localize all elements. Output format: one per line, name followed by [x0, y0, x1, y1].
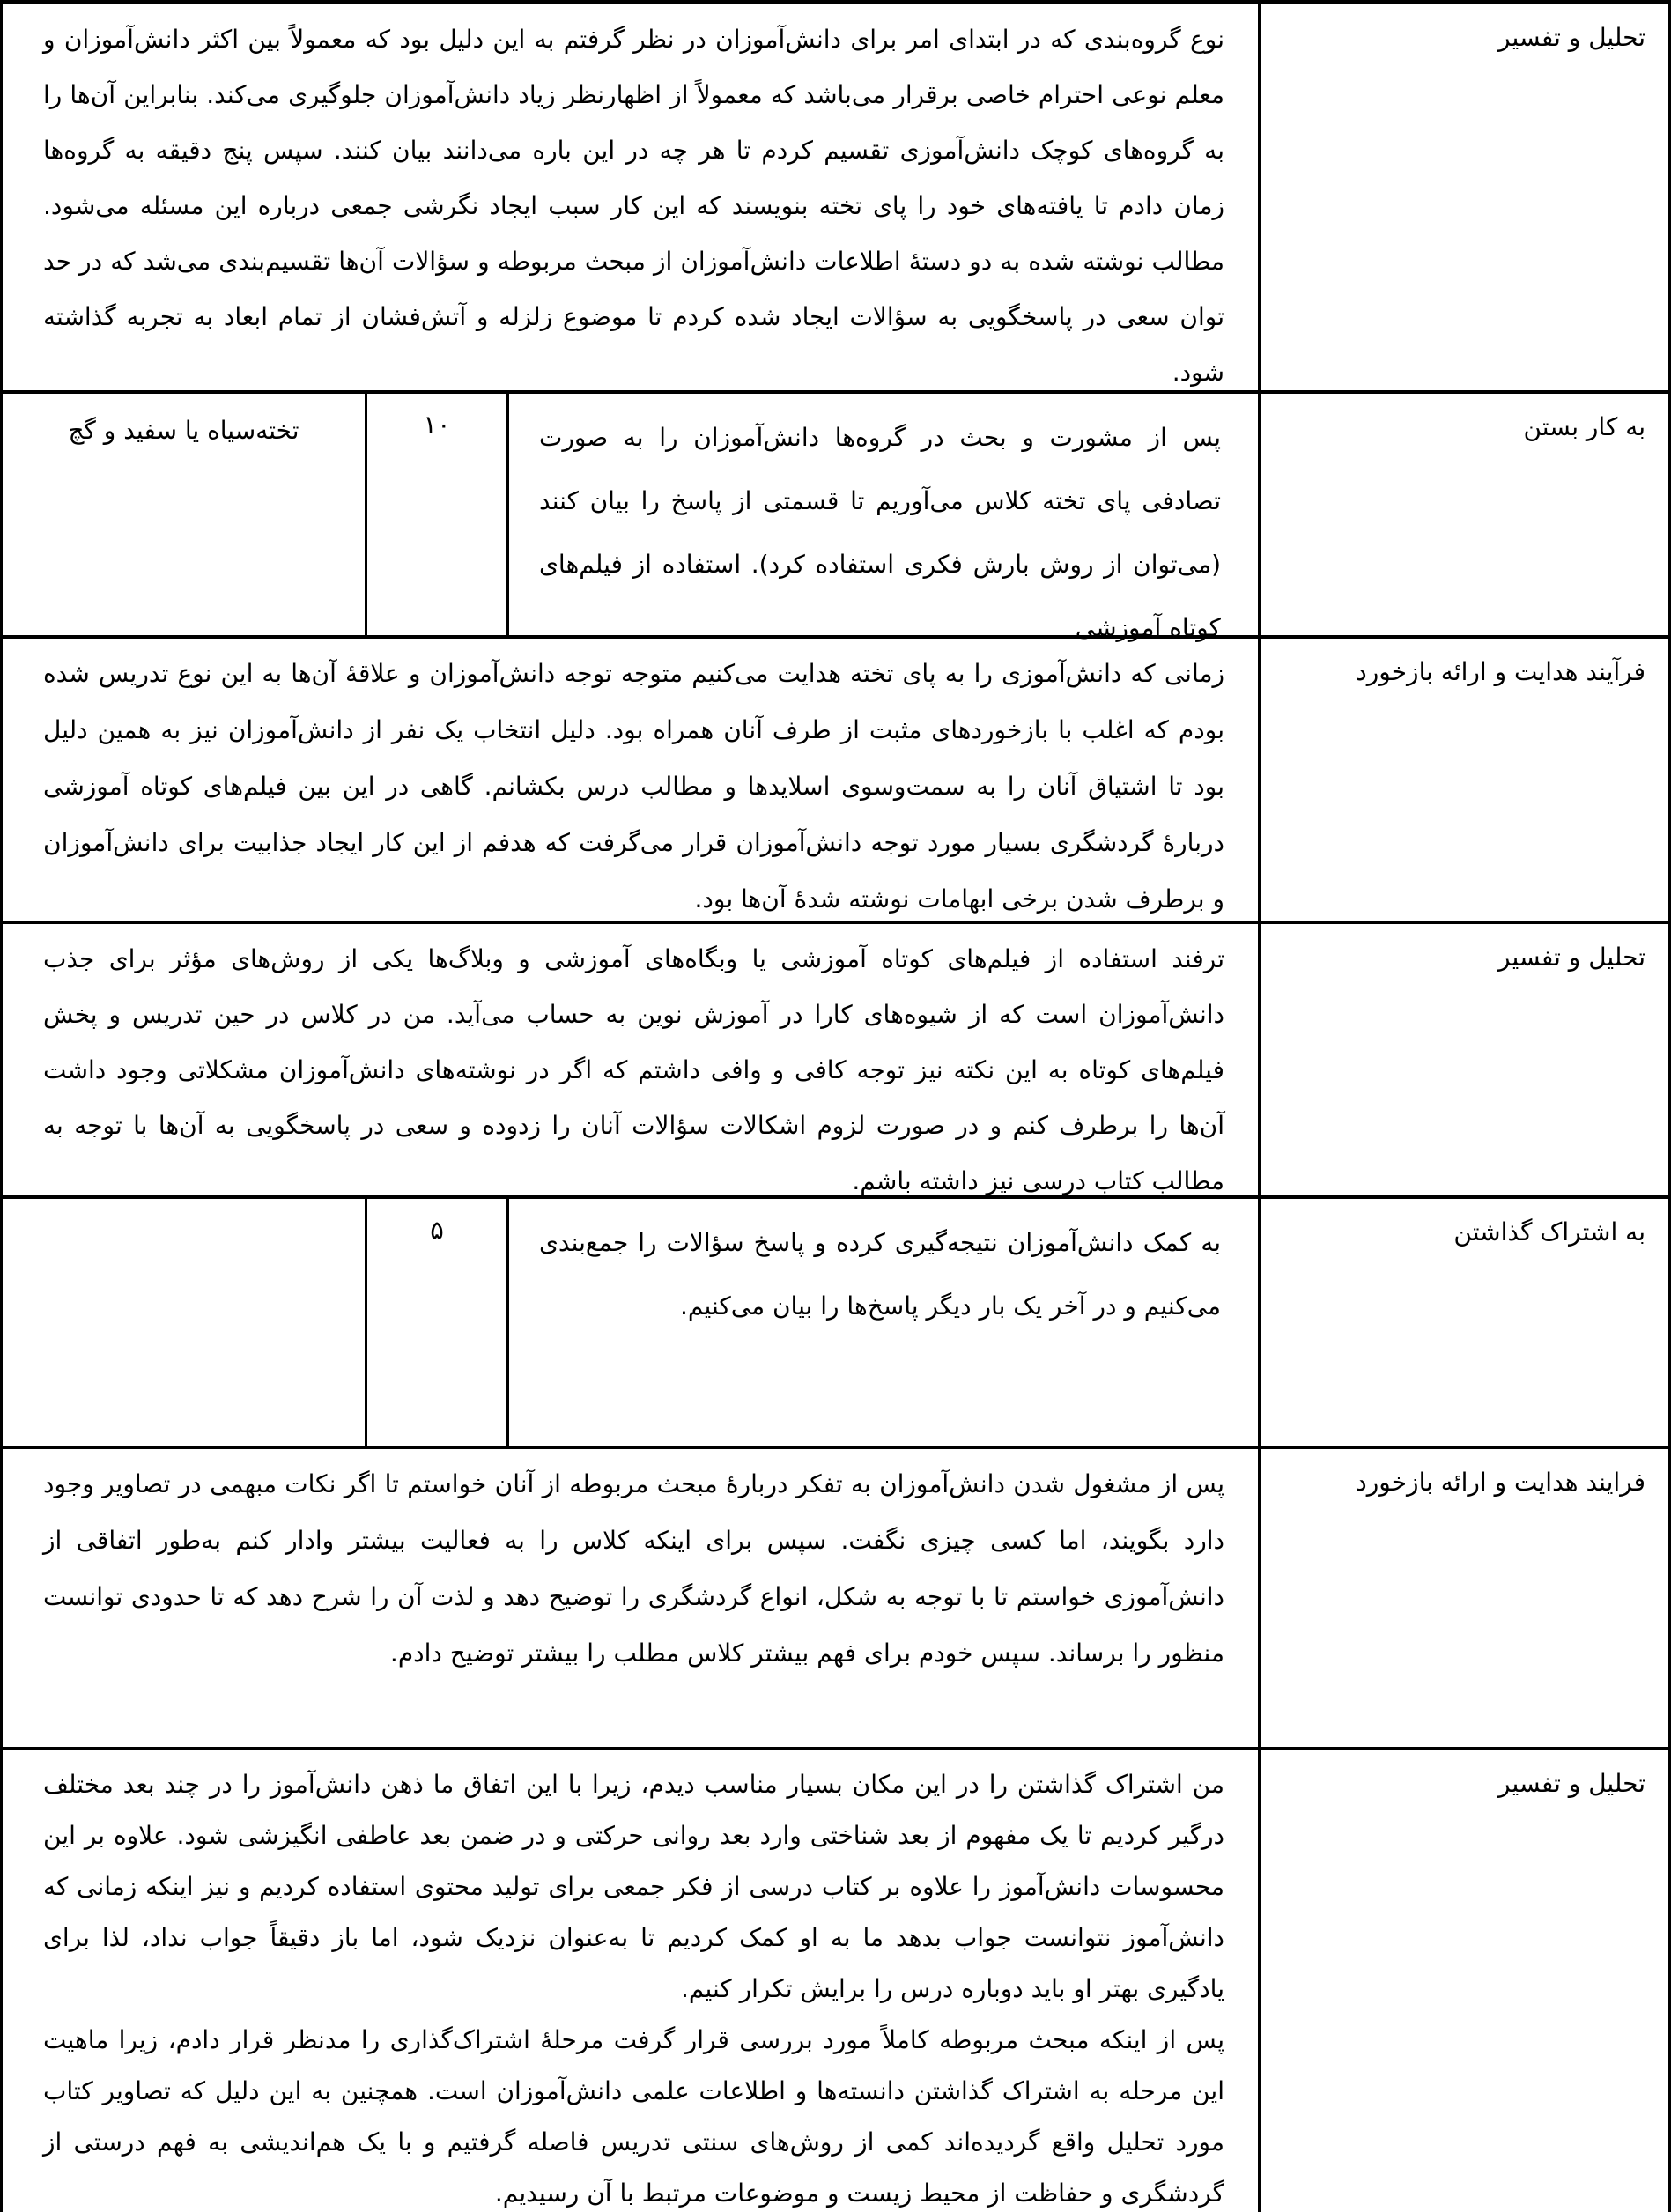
phase-label: فرآیند هدایت و ارائه بازخورد — [1258, 639, 1668, 921]
table-row — [3, 1750, 1668, 2212]
table-row — [3, 1449, 1668, 1750]
table-row — [3, 639, 1668, 924]
activity-body — [3, 1199, 1258, 1446]
phase-label: فرایند هدایت و ارائه بازخورد — [1258, 1449, 1668, 1747]
table-row — [3, 924, 1668, 1199]
entry-text: زمانی که دانش‌آموزی را به پای تخته هدایت می‌کنیم متوجه توجه دانش‌آموزان و علاقهٔ آن‌ها به این نوع تدریس شده بودم که اغلب با بازخوردهای مثبت از طرف آنان همراه بود. دلیل انتخاب یک نفر از دانش‌آموزان نیز به همین دلیل بود تا اشتیاق آنان را به سمت‌وسوی اسلایدها و مطالب درس بکشانم. گاهی در این بین فیلم‌های کوتاه آموزشی دربارهٔ گردشگری بسیار مورد توجه دانش‌آموزان قرار می‌گرفت که هدفم از این کار ایجاد جذابیت برای دانش‌آموزان و برطرف شدن برخی ابهامات نوشته شدهٔ آن‌ها بود. — [43, 659, 1224, 914]
entry-text: پس از مشورت و بحث در گروه‌ها دانش‌آموزان را به صورت تصادفی پای تخته کلاس می‌آوریم تا قسمتی از پاسخ را بیان کنند (می‌توان از روش بارش فکری استفاده کرد). استفاده از فیلم‌های کوتاه آموزشی — [539, 423, 1221, 642]
phase-label: تحلیل و تفسیر — [1258, 924, 1668, 1195]
phase-label: به کار بستن — [1258, 394, 1668, 635]
resources-text — [3, 1199, 365, 1446]
entry-text — [3, 1750, 1258, 2212]
phase-label: به اشتراک گذاشتن — [1258, 1199, 1668, 1446]
duration-minutes: ۵ — [365, 1199, 509, 1446]
activity-body — [3, 394, 1258, 642]
entry-paragraph: پس از اینکه مبحث مربوطه کاملاً مورد بررسی قرار گرفت مرحلهٔ اشتراک‌گذاری را مدنظر قرار دادم، زیرا ماهیت این مرحله به اشتراک گذاشتن دانسته‌ها و اطلاعات علمی دانش‌آموزان است. همچنین به این دلیل که تصاویر کتاب مورد تحلیل واقع گردیده‌اند کمی از روش‌های سنتی تدریس فاصله گرفتیم و با یک هم‌اندیشی به فهم درستی از گردشگری و حفاظت از محیط زیست و موضوعات مرتبط با آن رسیدیم. — [43, 2025, 1224, 2208]
table-row — [3, 4, 1668, 394]
entry-paragraph: من اشتراک گذاشتن را در این مکان بسیار مناسب دیدم، زیرا با این اتفاق ما ذهن دانش‌آموز را در چند بعد مختلف درگیر کردیم تا یک مفهوم از بعد شناختی وارد بعد روانی حرکتی و در ضمن بعد عاطفی انگیزشی شود. علاوه بر این محسوسات دانش‌آموز را علاوه بر کتاب درسی از فکر جمعی برای تولید محتوی استفاده کردیم و نیز اینکه زمانی که دانش‌آموز نتوانست جواب بدهد ما به او کمک کردیم تا به‌عنوان نزدیک شود، اما باز دقیقاً جواب نداد، لذا برای یادگیری بهتر او باید دوباره درس را برایش تکرار کنیم. — [43, 1770, 1224, 2003]
phase-label: تحلیل و تفسیر — [1258, 1750, 1668, 2212]
entry-text: ترفند استفاده از فیلم‌های کوتاه آموزشی یا وبگاه‌های آموزشی و وبلاگ‌ها یکی از روش‌های مؤثر برای جذب دانش‌آموزان است که از شیوه‌های کارا در آموزش نوین به حساب می‌آید. من در کلاس در حین تدریس و پخش فیلم‌های کوتاه به این نکته نیز توجه کافی و وافی داشتم که اگر در نوشته‌های دانش‌آموزان مشکلاتی وجود داشت آن‌ها را برطرف کنم و در صورت لزوم اشکالات سؤالات آنان را زدوده و سعی در پاسخگویی به آن‌ها با توجه به مطالب کتاب درسی نیز داشته باشم. — [43, 944, 1224, 1195]
resources-text: تخته‌سیاه یا سفید و گچ — [68, 416, 299, 445]
table-row — [3, 1199, 1668, 1449]
phase-label: تحلیل و تفسیر — [1258, 4, 1668, 390]
entry-text: به کمک دانش‌آموزان نتیجه‌گیری کرده و پاسخ سؤالات را جمع‌بندی می‌کنیم و در آخر یک بار دیگر پاسخ‌ها را بیان می‌کنیم. — [539, 1228, 1221, 1321]
entry-text: نوع گروه‌بندی که در ابتدای امر برای دانش‌آموزان در نظر گرفتم به این دلیل بود که معمولاً بین اکثر دانش‌آموزان و معلم نوعی احترام خاصی برقرار می‌باشد که معمولاً از اظهارنظر زیاد دانش‌آموزان جلوگیری می‌کند. بنابراین آن‌ها را به گروه‌های کوچک دانش‌آموزی تقسیم کردم تا هر چه در این باره می‌دانند بیان کنند. سپس پنج دقیقه به گروه‌ها زمان دادم تا یافته‌های خود را پای تخته بنویسند که این کار سبب ایجاد نگرشی جمعی درباره این مسئله می‌شود. مطالب نوشته شده به دو دستهٔ اطلاعات دانش‌آموزان از مبحث مربوطه و سؤالات آن‌ها تقسیم‌بندی می‌شد که در حد توان سعی در پاسخگویی به سؤالات ایجاد شده کردم تا موضوع زلزله و آتش‌فشان از تمام ابعاد به تجربه گذاشته شود. — [43, 25, 1224, 387]
entry-text: پس از مشغول شدن دانش‌آموزان به تفکر دربارهٔ مبحث مربوطه از آنان خواستم تا اگر نکات مبهمی در تصاویر وجود دارد بگویند، اما کسی چیزی نگفت. سپس برای اینکه کلاس را به فعالیت بیشتر وادار کنم به‌طور اتفاقی از دانش‌آموزی خواستم تا با توجه به شکل، انواع گردشگری را توضیح دهد و لذت آن را شرح دهد که تا حدودی توانست منظور را برساند. سپس خودم برای فهم بیشتر کلاس مطلب را بیشتر توضیح دادم. — [43, 1469, 1224, 1668]
table-row — [3, 394, 1668, 642]
duration-minutes: ۱۰ — [365, 394, 509, 635]
